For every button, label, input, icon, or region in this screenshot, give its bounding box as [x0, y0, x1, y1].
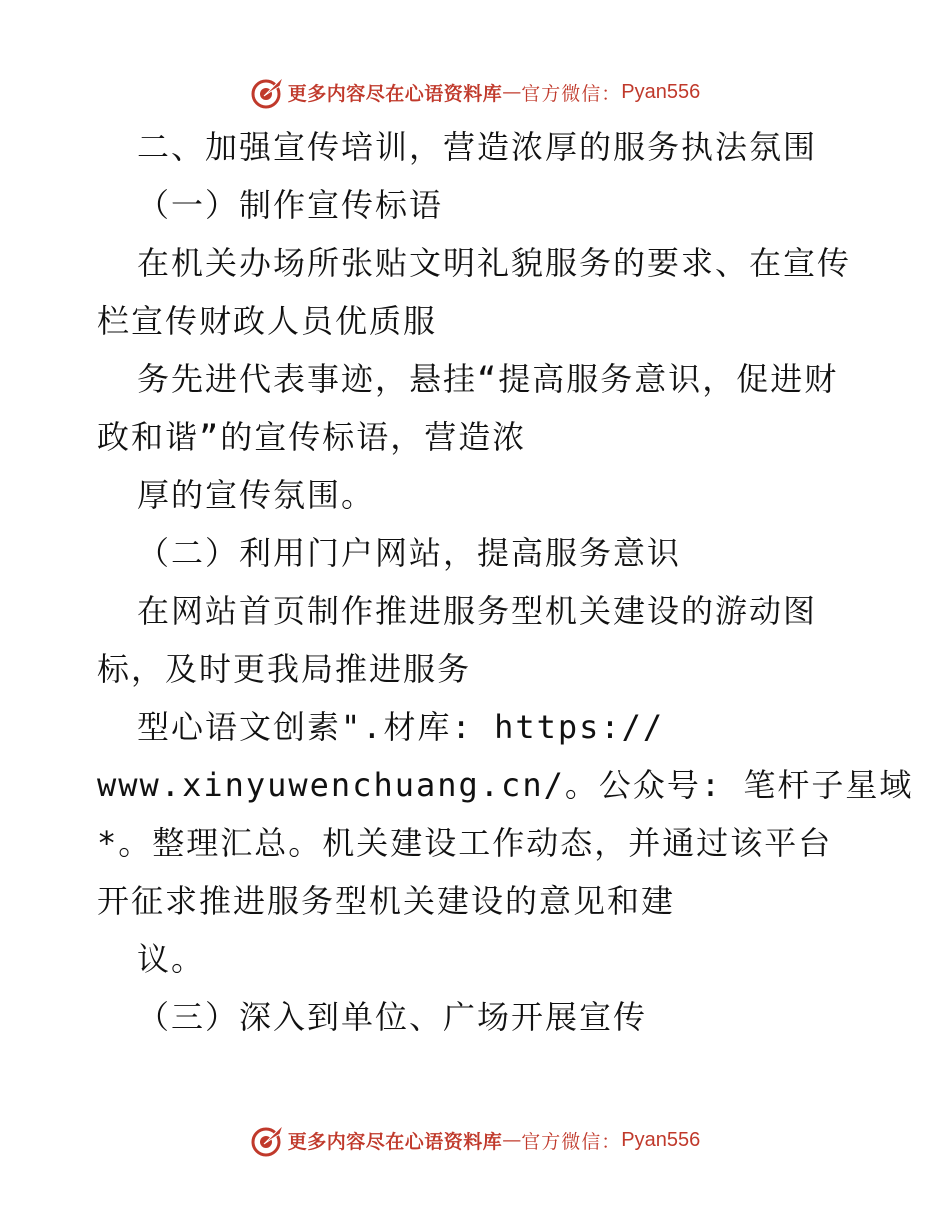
paragraph-line: 标，及时更我局推进服务 — [97, 650, 472, 688]
paragraph-line: *。整理汇总。机关建设工作动态，并通过该平台 — [97, 824, 833, 862]
section-heading: 二、加强宣传培训，营造浓厚的服务执法氛围 — [137, 128, 818, 166]
paragraph-line: 开征求推进服务型机关建设的意见和建 — [97, 882, 676, 920]
banner-wechat-label: 官方微信： — [521, 82, 622, 105]
footer-banner — [0, 1118, 950, 1162]
banner-dash: — — [502, 81, 522, 103]
paragraph-line: 厚的宣传氛围。 — [137, 476, 376, 514]
subsection-heading: （三）深入到单位、广场开展宣传 — [137, 998, 648, 1036]
banner-main-text: 更多内容尽在心语资料库 — [287, 1130, 503, 1153]
banner-wechat-id: Pyan556 — [621, 80, 701, 103]
document-body — [97, 118, 914, 1046]
paragraph-line: 在机关办场所张贴文明礼貌服务的要求、在宣传 — [137, 244, 852, 282]
paragraph-line: 政和谐”的宣传标语，营造浓 — [97, 418, 527, 456]
header-banner — [0, 70, 950, 114]
banner-wechat-label: 官方微信： — [521, 1130, 622, 1153]
banner-main-text: 更多内容尽在心语资料库 — [287, 82, 503, 105]
paragraph-line: 在网站首页制作推进服务型机关建设的游动图 — [137, 592, 818, 630]
paragraph-line: 议。 — [137, 940, 206, 978]
quill-logo-icon — [250, 74, 286, 110]
paragraph-line: 务先进代表事迹，悬挂“提高服务意识，促进财 — [137, 360, 839, 398]
subsection-heading: （一）制作宣传标语 — [137, 186, 444, 224]
quill-logo-icon — [250, 1122, 286, 1158]
banner-wechat-id: Pyan556 — [621, 1128, 701, 1151]
subsection-heading: （二）利用门户网站，提高服务意识 — [137, 534, 682, 572]
paragraph-line: 型心语文创素".材库: https:// — [137, 708, 665, 746]
paragraph-line: www.xinyuwenchuang.cn/。公众号: 笔杆子星域 — [97, 766, 914, 804]
paragraph-line: 栏宣传财政人员优质服 — [97, 302, 438, 340]
banner-dash: — — [502, 1129, 522, 1151]
